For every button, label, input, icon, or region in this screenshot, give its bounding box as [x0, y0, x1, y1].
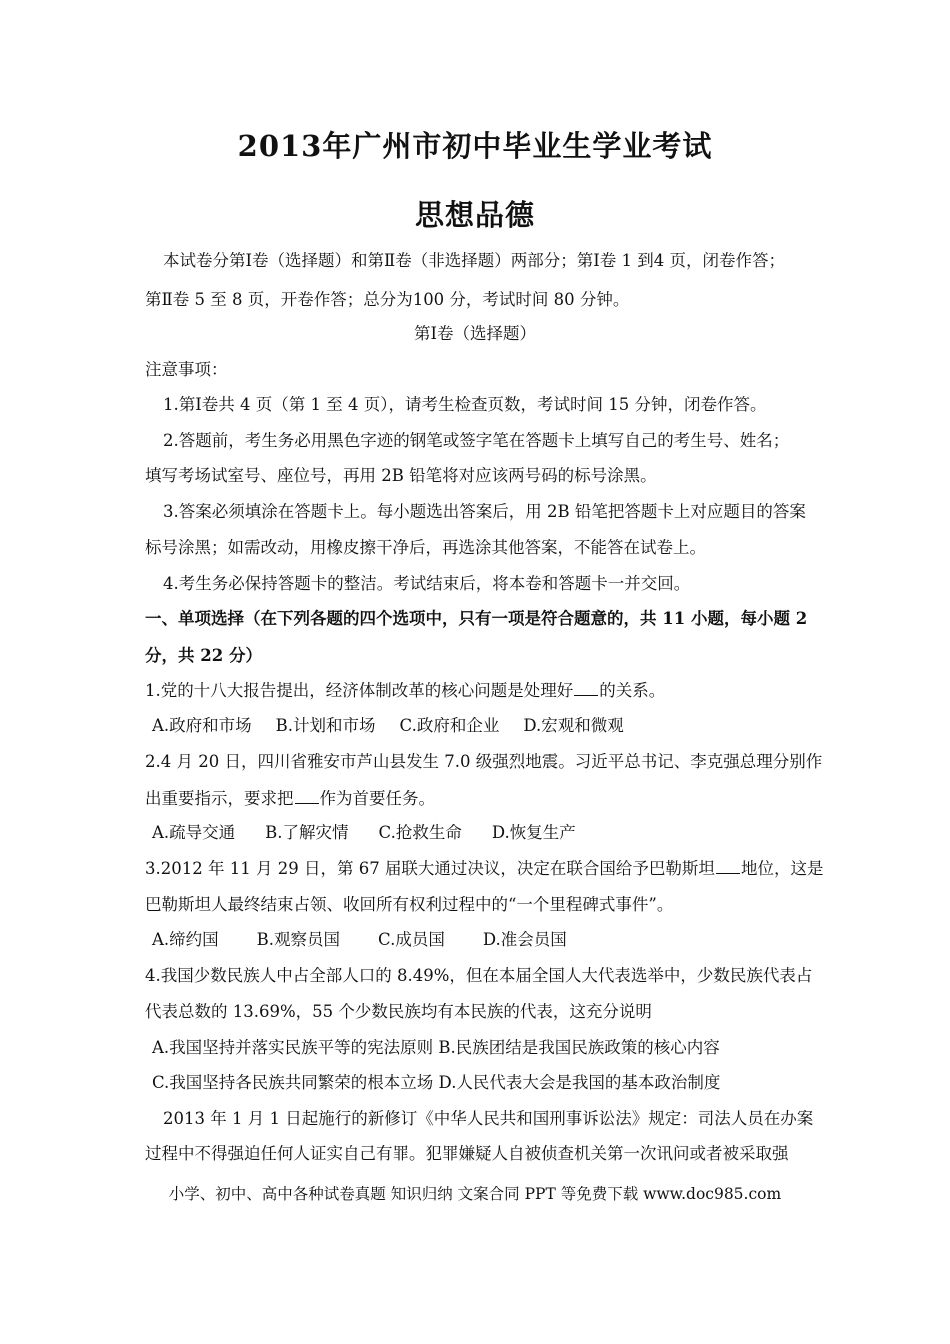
option-a: A.缔约国 [152, 930, 219, 949]
option-d: D.宏观和微观 [523, 716, 624, 735]
option-c: C.成员国 [378, 930, 445, 949]
option-b: B.计划和市场 [275, 716, 376, 735]
passage-line-1: 2013 年 1 月 1 日起施行的新修订《中华人民共和国刑事诉讼法》规定：司法人员在办案 [163, 1109, 814, 1128]
notes-heading: 注意事项： [145, 360, 228, 379]
question-2-options [152, 822, 822, 844]
question-4-options-row-1 [152, 1037, 822, 1059]
option-b: B.了解灾情 [265, 823, 349, 842]
note-3-line-2: 标号涂黑；如需改动，用橡皮擦干净后，再选涂其他答案，不能答在试卷上。 [145, 538, 706, 557]
option-a: A.疏导交通 [152, 823, 236, 842]
answer-blank [295, 788, 319, 804]
question-3-line-2: 巴勒斯坦人最终结束占领、收回所有权利过程中的“一个里程碑式事件”。 [145, 895, 674, 914]
option-c: C.抢救生命 [378, 823, 462, 842]
question-1-stem-after: 的关系。 [599, 681, 666, 700]
question-4-line-2: 代表总数的 13.69%，55 个少数民族均有本民族的代表，这充分说明 [145, 1002, 652, 1021]
section1-heading-line-1: 一、单项选择（在下列各题的四个选项中，只有一项是符合题意的，共 11 小题，每小题 2 [145, 609, 808, 628]
option-b: B.民族团结是我国民族政策的核心内容 [438, 1038, 720, 1057]
option-c: C.政府和企业 [399, 716, 500, 735]
question-3-options [152, 929, 822, 951]
note-2-line-1: 2.答题前，考生务必用黑色字迹的钢笔或签字笔在答题卡上填写自己的考生号、姓名； [163, 431, 790, 450]
note-3-line-1: 3.答案必须填涂在答题卡上。每小题选出答案后，用 2B 铅笔把答题卡上对应题目的答案 [163, 502, 806, 521]
question-2-line-2 [145, 788, 815, 810]
option-a: A.我国坚持并落实民族平等的宪法原则 [152, 1038, 434, 1057]
option-d: D.准会员国 [482, 930, 567, 949]
question-4-options-row-2 [152, 1072, 822, 1094]
answer-blank [574, 680, 598, 696]
note-4: 4.考生务必保持答题卡的整洁。考试结束后，将本卷和答题卡一并交回。 [163, 574, 691, 593]
question-1-stem-before: 1.党的十八大报告提出，经济体制改革的核心问题是处理好 [145, 681, 574, 700]
intro-line-1: 本试卷分第Ⅰ卷（选择题）和第Ⅱ卷（非选择题）两部分；第Ⅰ卷 1 到4 页，闭卷作答； [163, 251, 785, 270]
option-d: D.恢复生产 [491, 823, 576, 842]
question-3-line-1-before: 3.2012 年 11 月 29 日，第 67 届联大通过决议，决定在联合国给予巴勒斯坦 [145, 859, 715, 878]
question-2-line-2-before: 出重要指示，要求把 [145, 789, 294, 808]
exam-subject: 思想品德 [414, 198, 535, 232]
section1-heading-line-2: 分，共 22 分） [145, 646, 262, 665]
question-2-line-2-after: 作为首要任务。 [319, 789, 435, 808]
note-2-line-2: 填写考场试室号、座位号，再用 2B 铅笔将对应该两号码的标号涂黑。 [145, 466, 657, 485]
option-b: B.观察员国 [256, 930, 341, 949]
answer-blank [716, 858, 740, 874]
note-1: 1.第Ⅰ卷共 4 页（第 1 至 4 页），请考生检查页数，考试时间 15 分钟，闭卷作答。 [163, 395, 767, 414]
page-footer: 小学、初中、高中各种试卷真题 知识归纳 文案合同 PPT 等免费下载 www.doc985.com [168, 1185, 782, 1203]
option-c: C.我国坚持各民族共同繁荣的根本立场 [152, 1073, 434, 1092]
exam-title: 2013年广州市初中毕业生学业考试 [237, 129, 713, 163]
option-d: D.人民代表大会是我国的基本政治制度 [438, 1073, 721, 1092]
question-1-options [152, 715, 822, 737]
option-a: A.政府和市场 [152, 716, 252, 735]
question-4-line-1: 4.我国少数民族人中占全部人口的 8.49%，但在本届全国人大代表选举中，少数民族代表占 [145, 966, 813, 985]
question-1-stem [145, 680, 815, 702]
part1-title: 第Ⅰ卷（选择题） [413, 324, 537, 343]
passage-line-2: 过程中不得强迫任何人证实自己有罪。犯罪嫌疑人自被侦查机关第一次讯问或者被采取强 [145, 1144, 789, 1163]
question-3-line-1-after: 地位，这是 [740, 859, 824, 878]
intro-line-2: 第Ⅱ卷 5 至 8 页，开卷作答；总分为100 分，考试时间 80 分钟。 [145, 290, 630, 309]
question-3-line-1 [145, 858, 824, 880]
question-2-line-1: 2.4 月 20 日，四川省雅安市芦山县发生 7.0 级强烈地震。习近平总书记、李克强总理分别作 [145, 752, 823, 771]
